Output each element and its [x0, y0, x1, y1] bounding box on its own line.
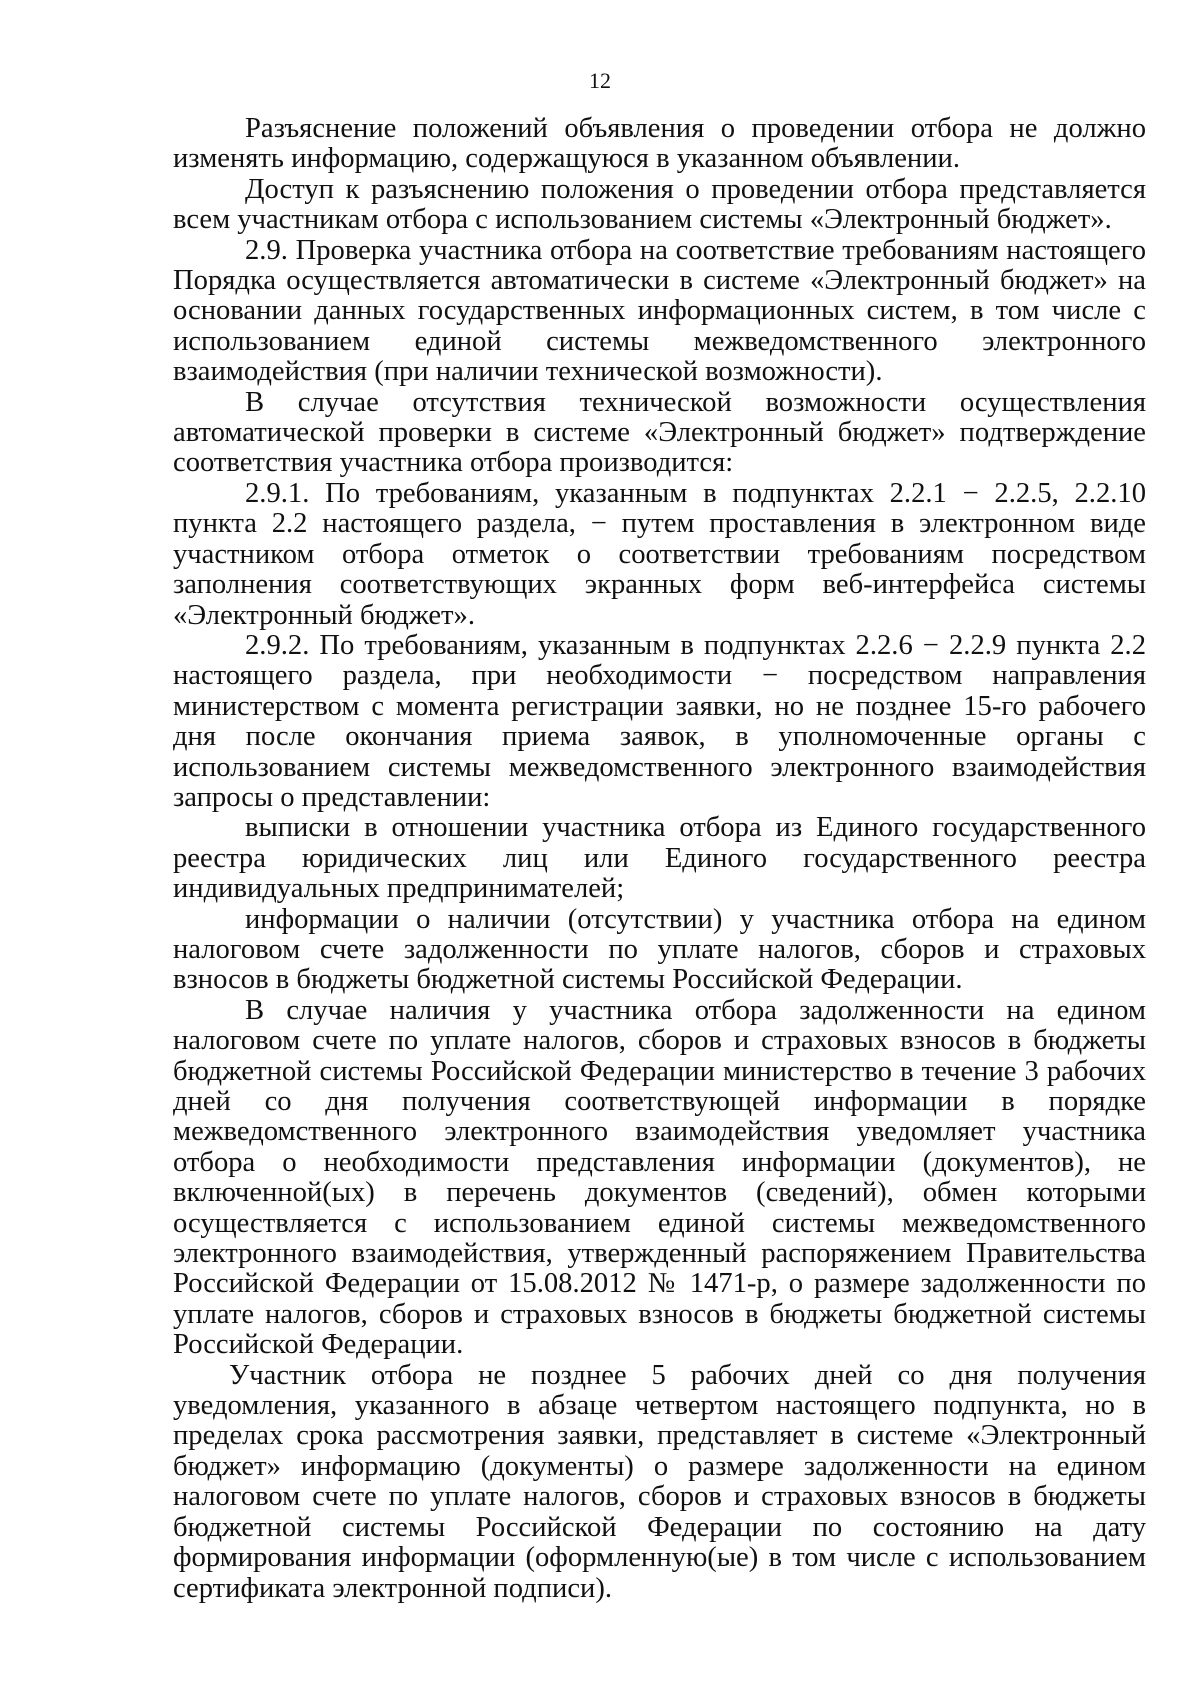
paragraph-7: выписки в отношении участника отбора из Единого государственного реестра юридических лиц или Единого государственного реестра индивидуальных предпринимателей; [173, 812, 1146, 905]
paragraph-10: Участник отбора не позднее 5 рабочих дней со дня получения уведомления, указанного в абзаце четвертом настоящего подпункта, но в пределах срока рассмотрения заявки, представляет в системе «Электронный бюджет» информацию (документы) о размере задолженности на едином налоговом счете по уплате налогов, сборов и страховых взносов в бюджеты бюджетной системы Российской Федерации по состоянию на дату формирования информации (оформленную(ые) в том числе с использованием сертификата электронной подписи). [173, 1359, 1146, 1604]
page-number: 12 [589, 68, 611, 93]
paragraph-6: 2.9.2. По требованиям, указанным в подпунктах 2.2.6 − 2.2.9 пункта 2.2 настоящего раздела, при необходимости − посредством направления министерством с момента регистрации заявки, но не позднее 15-го рабочего дня после окончания приема заявок, в уполномоченные органы с использованием системы межведомственного электронного взаимодействия запросы о представлении: [173, 629, 1146, 813]
paragraph-3: 2.9. Проверка участника отбора на соответствие требованиям настоящего Порядка осуществляется автоматически в системе «Электронный бюджет» на основании данных государственных информационных систем, в том числе с использованием единой системы межведомственного электронного взаимодействия (при наличии технической возможности). [173, 234, 1146, 388]
paragraph-5: 2.9.1. По требованиям, указанным в подпунктах 2.2.1 − 2.2.5, 2.2.10 пункта 2.2 настоящего раздела, − путем проставления в электронном виде участником отбора отметок о соответствии требованиям посредством заполнения соответствующих экранных форм веб-интерфейса системы «Электронный бюджет». [173, 477, 1146, 631]
paragraph-9: В случае наличия у участника отбора задолженности на едином налоговом счете по уплате налогов, сборов и страховых взносов в бюджеты бюджетной системы Российской Федерации министерство в течение 3 рабочих дней со дня получения соответствующей информации в порядке межведомственного электронного взаимодействия уведомляет участника отбора о необходимости представления информации (документов), не включенной(ых) в перечень документов (сведений), обмен которыми осуществляется с использованием единой системы межведомственного электронного взаимодействия, утвержденный распоряжением Правительства Российской Федерации от 15.08.2012 № 1471-р, о размере задолженности по уплате налогов, сборов и страховых взносов в бюджеты бюджетной системы Российской Федерации. [173, 994, 1146, 1361]
paragraph-2: Доступ к разъяснению положения о проведении отбора представляется всем участникам отбора с использованием системы «Электронный бюджет». [173, 173, 1146, 236]
document-body [173, 114, 1146, 1604]
paragraph-4: В случае отсутствия технической возможности осуществления автоматической проверки в системе «Электронный бюджет» подтверждение соответствия участника отбора производится: [173, 386, 1146, 479]
paragraph-1: Разъяснение положений объявления о проведении отбора не должно изменять информацию, содержащуюся в указанном объявлении. [173, 113, 1146, 175]
paragraph-8: информации о наличии (отсутствии) у участника отбора на едином налоговом счете задолженности по уплате налогов, сборов и страховых взносов в бюджеты бюджетной системы Российской Федерации. [173, 903, 1146, 996]
